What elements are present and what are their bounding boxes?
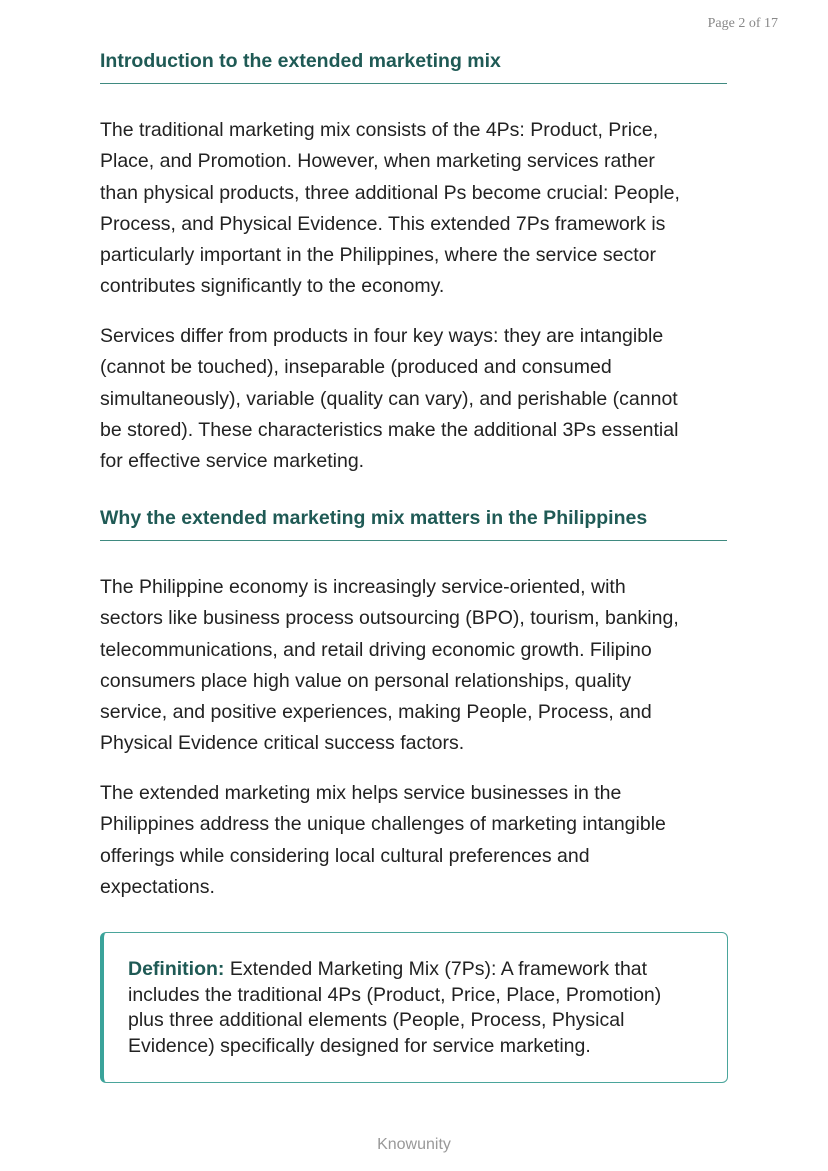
text-line: offerings while considering local cultural preferences and bbox=[100, 844, 590, 867]
text-line: The extended marketing mix helps service businesses in the bbox=[100, 782, 622, 804]
section-heading-intro: Introduction to the extended marketing mix bbox=[100, 50, 727, 84]
text-line: Place, and Promotion. However, when marketing services rather bbox=[100, 150, 655, 173]
text-line: The Philippine economy is increasingly service-oriented, with bbox=[100, 576, 626, 598]
text-line: simultaneously), variable (quality can vary), and perishable (cannot bbox=[100, 387, 678, 410]
text-line: Physical Evidence critical success factors. bbox=[100, 732, 465, 755]
definition-line: includes the traditional 4Ps (Product, Price, Place, Promotion) bbox=[128, 983, 662, 1006]
text-line: telecommunications, and retail driving economic growth. Filipino bbox=[100, 638, 652, 661]
text-line: sectors like business process outsourcing (BPO), tourism, banking, bbox=[100, 607, 679, 630]
text-line: Services differ from products in four key ways: they are intangible bbox=[100, 325, 664, 347]
definition-text: Extended Marketing Mix (7Ps): A framework that bbox=[224, 958, 648, 980]
text-line: for effective service marketing. bbox=[100, 450, 365, 473]
text-line: The traditional marketing mix consists of the 4Ps: Product, Price, bbox=[100, 119, 659, 141]
paragraph bbox=[100, 115, 740, 303]
text-line: expectations. bbox=[100, 875, 215, 898]
paragraph bbox=[100, 321, 740, 477]
text-line: (cannot be touched), inseparable (produced and consumed bbox=[100, 356, 612, 379]
text-line: than physical products, three additional Ps become crucial: People, bbox=[100, 181, 680, 204]
paragraph bbox=[100, 572, 740, 760]
text-line: particularly important in the Philippines, where the service sector bbox=[100, 244, 657, 267]
paragraph bbox=[100, 778, 740, 903]
definition-label: Definition: bbox=[128, 958, 225, 980]
text-line: contributes significantly to the economy. bbox=[100, 275, 445, 298]
definition-box bbox=[100, 932, 728, 1083]
text-line: Process, and Physical Evidence. This extended 7Ps framework is bbox=[100, 212, 666, 235]
text-line: be stored). These characteristics make the additional 3Ps essential bbox=[100, 418, 679, 441]
definition-line bbox=[128, 957, 727, 983]
definition-line: plus three additional elements (People, Process, Physical bbox=[128, 1009, 625, 1031]
text-line: service, and positive experiences, making People, Process, and bbox=[100, 701, 652, 724]
definition-line: Evidence) specifically designed for service marketing. bbox=[128, 1034, 591, 1057]
section-heading-philippines: Why the extended marketing mix matters in the Philippines bbox=[100, 507, 727, 541]
text-line: Philippines address the unique challenges of marketing intangible bbox=[100, 813, 666, 836]
text-line: consumers place high value on personal relationships, quality bbox=[100, 669, 632, 692]
page-number: Page 2 of 17 bbox=[707, 16, 778, 31]
footer-brand: Knowunity bbox=[377, 1136, 451, 1153]
